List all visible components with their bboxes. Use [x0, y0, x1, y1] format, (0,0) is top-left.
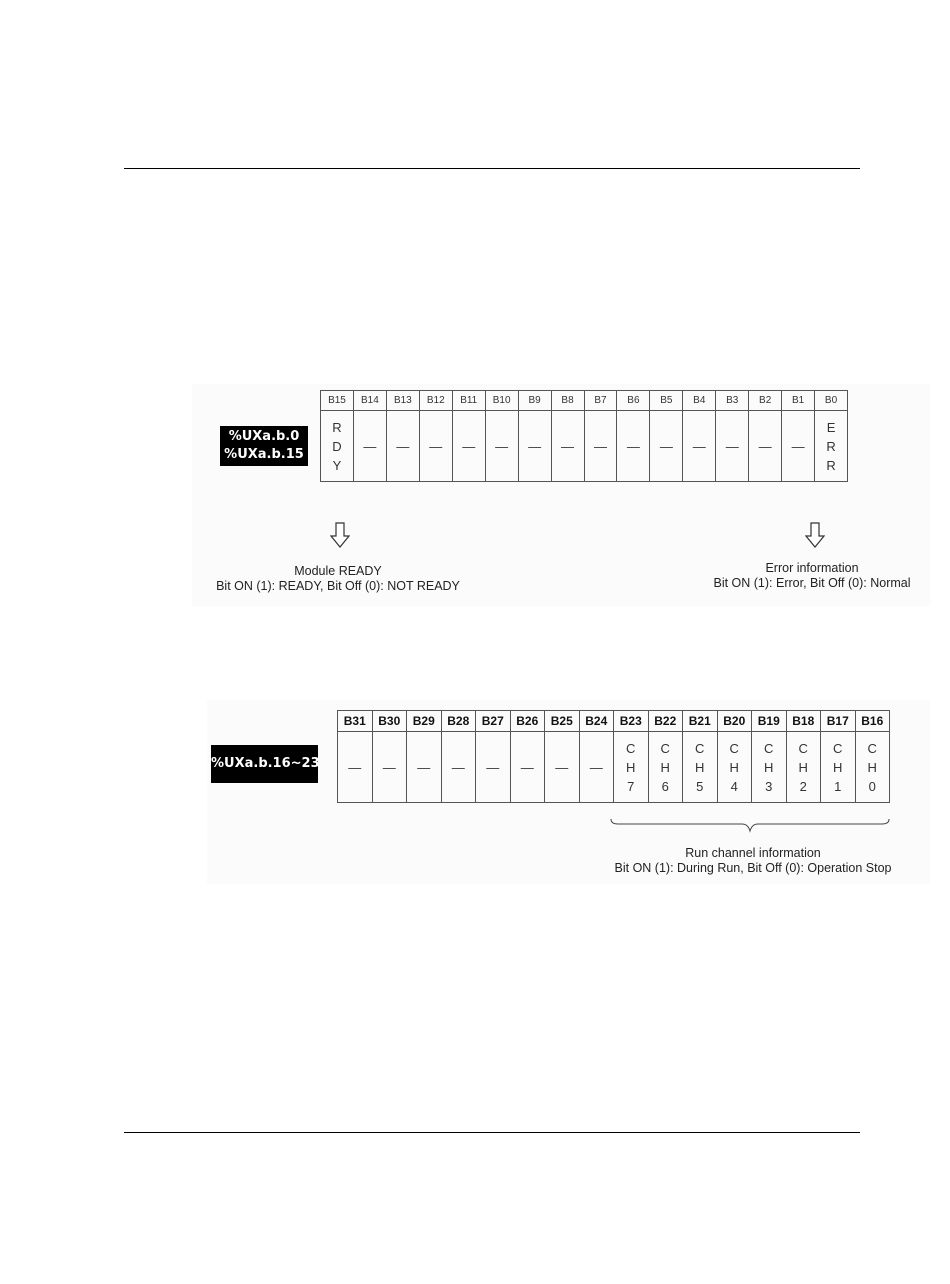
bit-cell: [510, 732, 545, 803]
bit-char: —: [626, 438, 640, 454]
bit-char: H: [729, 759, 739, 775]
bit-header: B18: [786, 711, 821, 732]
bit-header: B28: [441, 711, 476, 732]
bit-char: —: [520, 759, 534, 775]
bit-header: B17: [821, 711, 856, 732]
bit-header: B21: [683, 711, 718, 732]
bit-header: B24: [579, 711, 614, 732]
address-label-1: [220, 426, 308, 466]
bit-cell: [716, 411, 749, 482]
bit-char: C: [626, 740, 636, 756]
bit-cell: [650, 411, 683, 482]
bit-char: —: [396, 438, 410, 454]
bit-char: —: [725, 438, 739, 454]
address-label-line-1: %UXa.b.0: [228, 429, 300, 444]
bit-char: —: [348, 759, 362, 775]
bit-char: —: [486, 759, 500, 775]
bit-header: B9: [518, 391, 551, 411]
bit-cell: [338, 732, 373, 803]
bit-char: D: [332, 438, 342, 454]
header-rule: [124, 168, 860, 169]
bit-value-row: [338, 732, 890, 803]
bit-header: B15: [321, 391, 354, 411]
bit-char: H: [833, 759, 843, 775]
bit-cell: [452, 411, 485, 482]
caption-title: Module READY: [294, 564, 382, 578]
bit-header-row: [338, 711, 890, 732]
bit-char: E: [826, 419, 836, 435]
bit-header: B4: [683, 391, 716, 411]
bit-char: —: [589, 759, 603, 775]
bit-char: C: [695, 740, 705, 756]
bit-cell: [386, 411, 419, 482]
footer-rule: [124, 1132, 860, 1133]
bit-char: —: [692, 438, 706, 454]
bit-cell-ch5: [683, 732, 718, 803]
bit-header: B1: [782, 391, 815, 411]
bit-header: B2: [749, 391, 782, 411]
bit-header: B25: [545, 711, 580, 732]
bit-header: B20: [717, 711, 752, 732]
bit-cell-ch0: [855, 732, 890, 803]
error-info-caption: [694, 561, 930, 591]
bit-header: B23: [614, 711, 649, 732]
bit-char: H: [626, 759, 636, 775]
bit-header: B16: [855, 711, 890, 732]
caption-title: Error information: [765, 561, 859, 575]
module-ready-caption: [190, 564, 486, 594]
bit-char: R: [826, 457, 836, 473]
bit-header: B6: [617, 391, 650, 411]
bit-cell-err: [815, 411, 848, 482]
bit-cell-rdy: [321, 411, 354, 482]
bit-cell: [617, 411, 650, 482]
bit-char: C: [798, 740, 808, 756]
bit-header: B13: [386, 391, 419, 411]
bit-header-row: [321, 391, 848, 411]
bit-char: —: [495, 438, 509, 454]
bit-char: 7: [627, 778, 635, 794]
bit-char: —: [528, 438, 542, 454]
bit-cell: [441, 732, 476, 803]
bit-cell: [683, 411, 716, 482]
bit-cell: [749, 411, 782, 482]
bit-header: B14: [353, 391, 386, 411]
bit-char: R: [332, 419, 342, 435]
bit-cell: [476, 732, 511, 803]
bit-header: B11: [452, 391, 485, 411]
bit-header: B30: [372, 711, 407, 732]
bit-char: C: [660, 740, 670, 756]
bit-char: H: [695, 759, 705, 775]
bit-char: —: [791, 438, 805, 454]
bit-char: C: [764, 740, 774, 756]
bit-char: 4: [730, 778, 738, 794]
bit-char: —: [451, 759, 465, 775]
bit-char: —: [382, 759, 396, 775]
bit-char: —: [462, 438, 476, 454]
bit-cell: [353, 411, 386, 482]
bit-char: —: [561, 438, 575, 454]
bit-cell: [584, 411, 617, 482]
bit-cell: [518, 411, 551, 482]
down-arrow-icon: [330, 522, 350, 548]
caption-detail: Bit ON (1): During Run, Bit Off (0): Operation Stop: [614, 861, 892, 875]
bit-cell-ch1: [821, 732, 856, 803]
bit-char: C: [729, 740, 739, 756]
caption-detail: Bit ON (1): READY, Bit Off (0): NOT READY: [216, 579, 460, 593]
bit-header: B10: [485, 391, 518, 411]
down-arrow-icon: [805, 522, 825, 548]
bit-char: H: [764, 759, 774, 775]
bit-char: C: [867, 740, 877, 756]
bit-header: B7: [584, 391, 617, 411]
bit-cell-ch2: [786, 732, 821, 803]
bit-char: R: [826, 438, 836, 454]
bit-char: —: [593, 438, 607, 454]
bit-char: 6: [661, 778, 669, 794]
bit-char: H: [660, 759, 670, 775]
bit-char: H: [798, 759, 808, 775]
bit-header: B31: [338, 711, 373, 732]
bit-char: 5: [696, 778, 704, 794]
bit-char: 1: [834, 778, 842, 794]
bit-cell: [545, 732, 580, 803]
bit-cell: [419, 411, 452, 482]
caption-title: Run channel information: [685, 846, 821, 860]
bit-char: 0: [868, 778, 876, 794]
bit-table-1: [320, 390, 848, 482]
bit-cell: [782, 411, 815, 482]
bit-cell: [407, 732, 442, 803]
bit-cell: [579, 732, 614, 803]
bit-cell: [372, 732, 407, 803]
bit-char: 2: [799, 778, 807, 794]
bit-header: B26: [510, 711, 545, 732]
bit-value-row: [321, 411, 848, 482]
bit-header: B5: [650, 391, 683, 411]
bit-header: B19: [752, 711, 787, 732]
bit-char: —: [429, 438, 443, 454]
bit-char: 3: [765, 778, 773, 794]
bit-cell-ch7: [614, 732, 649, 803]
bit-header: B22: [648, 711, 683, 732]
bit-header: B12: [419, 391, 452, 411]
address-label-2: [211, 745, 318, 783]
bit-cell: [551, 411, 584, 482]
bit-char: —: [555, 759, 569, 775]
bit-header: B8: [551, 391, 584, 411]
bit-char: —: [417, 759, 431, 775]
bit-char: Y: [332, 457, 342, 473]
bit-char: —: [363, 438, 377, 454]
bit-cell-ch4: [717, 732, 752, 803]
bit-header: B29: [407, 711, 442, 732]
bit-table-2: [337, 710, 890, 803]
bit-char: H: [867, 759, 877, 775]
bit-cell: [485, 411, 518, 482]
bit-header: B27: [476, 711, 511, 732]
run-channel-caption: [578, 846, 928, 876]
bit-cell-ch3: [752, 732, 787, 803]
address-label-line: %UXa.b.16~23: [211, 756, 320, 771]
address-label-line-2: %UXa.b.15: [224, 447, 304, 462]
bit-header: B3: [716, 391, 749, 411]
caption-detail: Bit ON (1): Error, Bit Off (0): Normal: [713, 576, 911, 590]
bit-cell-ch6: [648, 732, 683, 803]
bit-char: —: [659, 438, 673, 454]
bit-char: —: [758, 438, 772, 454]
bit-header: B0: [815, 391, 848, 411]
curly-brace-icon: [610, 818, 890, 834]
bit-char: C: [833, 740, 843, 756]
